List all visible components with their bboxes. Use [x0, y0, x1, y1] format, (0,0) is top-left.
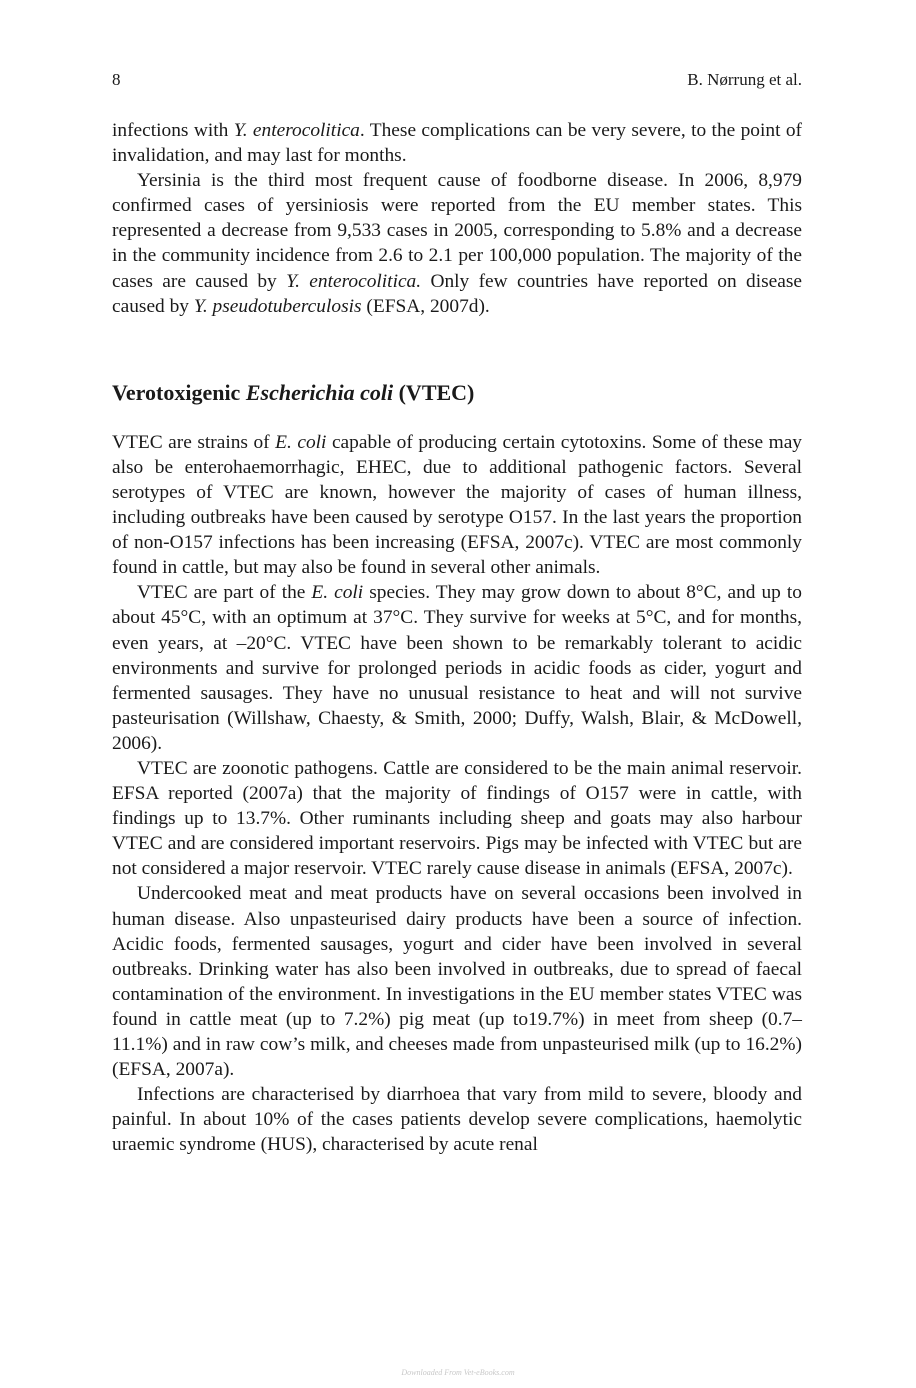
section-heading-vtec: Verotoxigenic Escherichia coli (VTEC): [112, 379, 475, 405]
paragraph-vtec-reservoir: VTEC are zoonotic pathogens. Cattle are considered to be the main animal reservoir. EFSA reported (2007a) that the majority of findings of O157 were in cattle, with findings up to 13.7%. Other ruminants including sheep and goats may also harbour VTEC and are considered important reservoirs. Pigs may be infected with VTEC but are not considered a major reservoir. VTEC rarely cause disease in animals (EFSA, 2007c).: [112, 757, 802, 880]
paragraph-vtec-symptoms: Infections are characterised by diarrhoea that vary from mild to severe, bloody and painful. In about 10% of the cases patients develop severe complications, haemolytic uraemic syndrome (HUS), characterised by acute renal: [112, 1084, 802, 1156]
running-author: B. Nørrung et al.: [687, 70, 802, 89]
paragraph-yersinia-incidence: Yersinia is the third most frequent cause of foodborne disease. In 2006, 8,979 confirmed cases of yersiniosis were reported from the EU member states. This represented a decrease from 9,533 cases in 2005, corresponding to 5.8% and a decrease in the community incidence from 2.6 to 2.1 per 100,000 population. The majority of the cases are caused by Y. enterocolitica. Only few countries have reported on disease caused by Y. pseudotuberculosis (EFSA, 2007d).: [112, 170, 802, 317]
paragraph-yersinia-complications: infections with Y. enterocolitica. These complications can be very severe, to the point of invalidation, and may last for months.: [112, 120, 802, 167]
running-head: [112, 68, 802, 92]
paragraph-vtec-sources: Undercooked meat and meat products have on several occasions been involved in human disease. Also unpasteurised dairy products have been a source of infection. Acidic foods, fermented sausages, yogurt and cider have been involved in several outbreaks. Drinking water has also been involved in outbreaks, due to spread of faecal contamination of the environment. In investigations in the EU member states VTEC was found in cattle meat (up to 7.2%) pig meat (up to19.7%) in meet from sheep (0.7–11.1%) and in raw cow’s milk, and cheeses made from unpasteurised milk (up to 16.2%) (EFSA, 2007a).: [112, 883, 802, 1081]
download-watermark: Downloaded From Vet-eBooks.com: [401, 1368, 515, 1377]
page-number: 8: [112, 70, 121, 89]
paragraph-vtec-growth: VTEC are part of the E. coli species. They may grow down to about 8°C, and up to about 45°C, with an optimum at 37°C. They survive for weeks at 5°C, and for months, even years, at –20°C. VTEC have been shown to be remarkably tolerant to acidic environments and survive for prolonged periods in acidic foods as cider, yogurt and fermented sausages. They have no unusual resistance to heat and will not survive pasteurisation (Willshaw, Chaesty, & Smith, 2000; Duffy, Walsh, Blair, & McDowell, 2006).: [112, 582, 802, 754]
paragraph-vtec-definition: VTEC are strains of E. coli capable of producing certain cytotoxins. Some of these may also be enterohaemorrhagic, EHEC, due to additional pathogenic factors. Several serotypes of VTEC are known, however the majority of cases of human illness, including outbreaks have been caused by serotype O157. In the last years the proportion of non-O157 infections has been increasing (EFSA, 2007c). VTEC are most commonly found in cattle, but may also be found in several other animals.: [112, 431, 802, 579]
book-page: [112, 68, 802, 1157]
